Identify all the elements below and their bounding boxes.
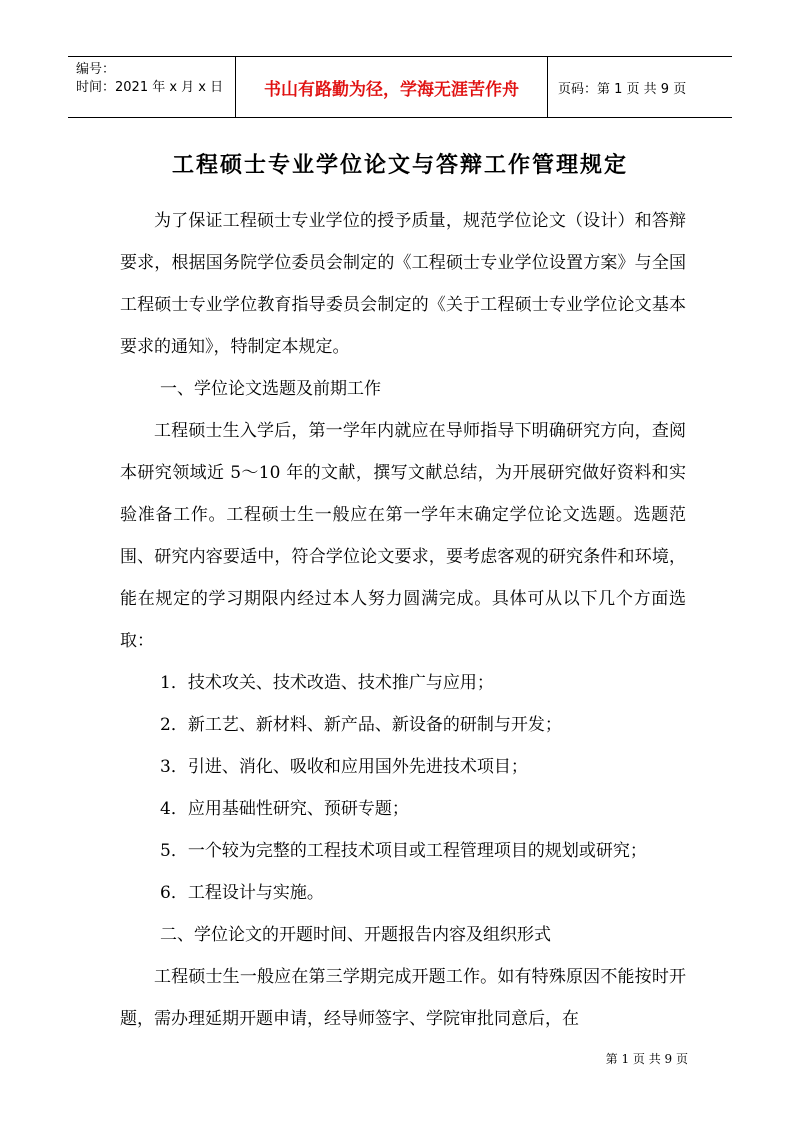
page-footer: 第 1 页 共 9 页 [605, 1052, 688, 1066]
document-title: 工程硕士专业学位论文与答辩工作管理规定 [171, 153, 628, 178]
document-body [120, 200, 686, 1040]
list-item: 2．新工艺、新材料、新产品、新设备的研制与开发； [160, 715, 562, 735]
section-2-heading: 二、学位论文的开题时间、开题报告内容及组织形式 [160, 925, 551, 945]
list-item: 3．引进、消化、吸收和应用国外先进技术项目； [160, 757, 528, 777]
header-page-info: 页码：第 1 页 共 9 页 [558, 81, 687, 97]
section-1-heading: 一、学位论文选题及前期工作 [160, 379, 381, 399]
list-item: 6．工程设计与实施。 [160, 883, 324, 903]
list-item: 4．应用基础性研究、预研专题； [160, 799, 409, 819]
section-2-paragraph: 工程硕士生一般应在第三学期完成开题工作。如有特殊原因不能按时开题，需办理延期开题申请，经导师签字、学院审批同意后，在 [120, 967, 686, 1029]
topic-list [120, 662, 686, 914]
document-number-label: 编号： [76, 62, 116, 77]
header-motto: 书山有路勤为径，学海无涯苦作舟 [236, 57, 548, 117]
list-item: 1．技术攻关、技术改造、技术推广与应用； [160, 673, 494, 693]
list-item: 5．一个较为完整的工程技术项目或工程管理项目的规划或研究； [160, 841, 647, 861]
document-time-label: 时间：2021 年 x 月 x 日 [76, 80, 224, 95]
intro-paragraph: 为了保证工程硕士专业学位的授予质量，规范学位论文（设计）和答辩要求，根据国务院学位委员会制定的《工程硕士专业学位设置方案》与全国工程硕士专业学位教育指导委员会制定的《关于工程硕士专业学位论文基本要求的通知》，特制定本规定。 [120, 211, 686, 357]
header-table [68, 56, 732, 118]
header-meta-cell [68, 57, 236, 117]
section-1-paragraph: 工程硕士生入学后，第一学年内就应在导师指导下明确研究方向，查阅本研究领域近 5～10 年的文献，撰写文献总结，为开展研究做好资料和实验准备工作。工程硕士生一般应在第一学年末确定学位论文选题。选题范围、研究内容要适中，符合学位论文要求，要考虑客观的研究条件和环境，能在规定的学习期限内经过本人努力圆满完成。具体可从以下几个方面选取： [120, 421, 686, 651]
